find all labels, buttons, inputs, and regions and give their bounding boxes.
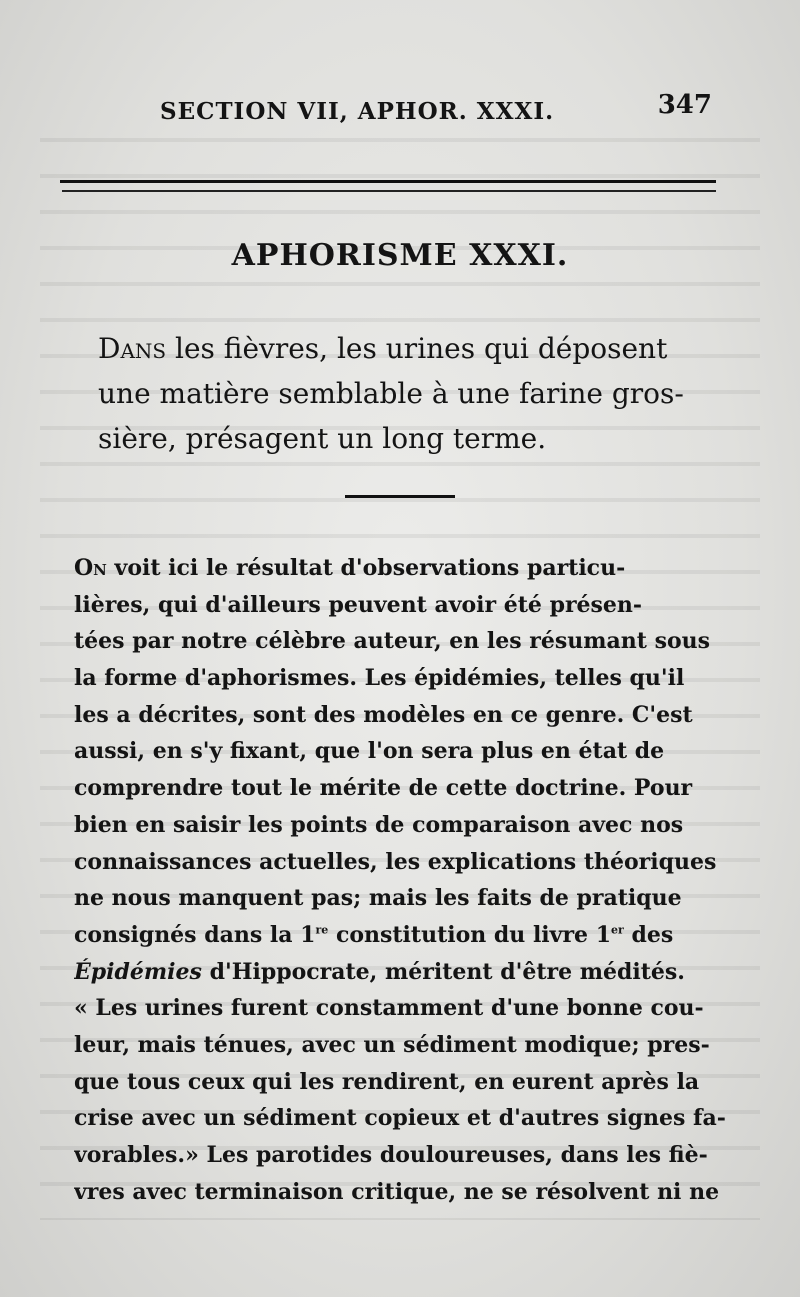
section-divider	[345, 495, 455, 498]
commentary-line: vres avec terminaison critique, ne se résolvent ni ne	[74, 1178, 720, 1205]
superscript: re	[315, 923, 329, 937]
commentary-line	[74, 917, 734, 954]
line-text: les fièvres, les urines qui déposent	[166, 332, 668, 365]
commentary-line	[74, 550, 734, 587]
aphorism-text	[98, 326, 728, 461]
commentary-line: comprendre tout le mérite de cette doctrine. Pour	[74, 775, 693, 802]
italic-title: Épidémies	[74, 958, 202, 985]
commentary-line: la forme d'aphorismes. Les épidémies, telles qu'il	[74, 665, 685, 692]
commentary-line: que tous ceux qui les rendirent, en eurent après la	[74, 1068, 700, 1095]
commentary-line: ne nous manquent pas; mais les faits de pratique	[74, 885, 682, 912]
aphorism-line: une matière semblable à une farine gros-	[98, 377, 684, 410]
header-rule-thick	[60, 180, 716, 183]
line-text: d'Hippocrate, méritent d'être médités.	[201, 958, 685, 985]
line-text: voit ici le résultat d'observations particu-	[106, 555, 626, 581]
commentary-line: connaissances actuelles, les explications théoriques	[74, 848, 717, 875]
commentary-line	[74, 954, 734, 991]
line-text: constitution du livre 1	[328, 921, 612, 948]
drop-word: Dans	[98, 332, 167, 365]
header-rule-thin	[62, 190, 716, 192]
drop-word: On	[74, 555, 107, 581]
commentary-line: vorables.» Les parotides douloureuses, dans les fiè-	[74, 1142, 708, 1168]
commentary-line: bien en saisir les points de comparaison avec nos	[74, 811, 684, 838]
page-number: 347	[657, 90, 712, 120]
commentary-line: crise avec un sédiment copieux et d'autres signes fa-	[74, 1105, 726, 1132]
commentary-line: tées par notre célèbre auteur, en les résumant sous	[74, 628, 711, 655]
commentary-line: leur, mais ténues, avec un sédiment modique; pres-	[74, 1031, 710, 1058]
line-text: des	[623, 921, 674, 948]
superscript: er	[611, 923, 624, 937]
aphorism-line	[98, 326, 728, 371]
commentary-line: lières, qui d'ailleurs peuvent avoir été présen-	[74, 591, 643, 618]
aphorism-line: sière, présagent un long terme.	[98, 422, 547, 455]
line-text: consignés dans la 1	[74, 921, 316, 948]
commentary-line: les a décrites, sont des modèles en ce genre. C'est	[74, 701, 693, 728]
commentary-line: aussi, en s'y fixant, que l'on sera plus en état de	[74, 738, 665, 765]
commentary-line: « Les urines furent constamment d'une bonne cou-	[74, 995, 704, 1022]
running-head: SECTION VII, APHOR. XXXI.	[160, 98, 555, 125]
commentary-text	[74, 550, 734, 1210]
aphorism-title: APHORISME XXXI.	[231, 238, 569, 273]
page-header	[60, 90, 720, 130]
